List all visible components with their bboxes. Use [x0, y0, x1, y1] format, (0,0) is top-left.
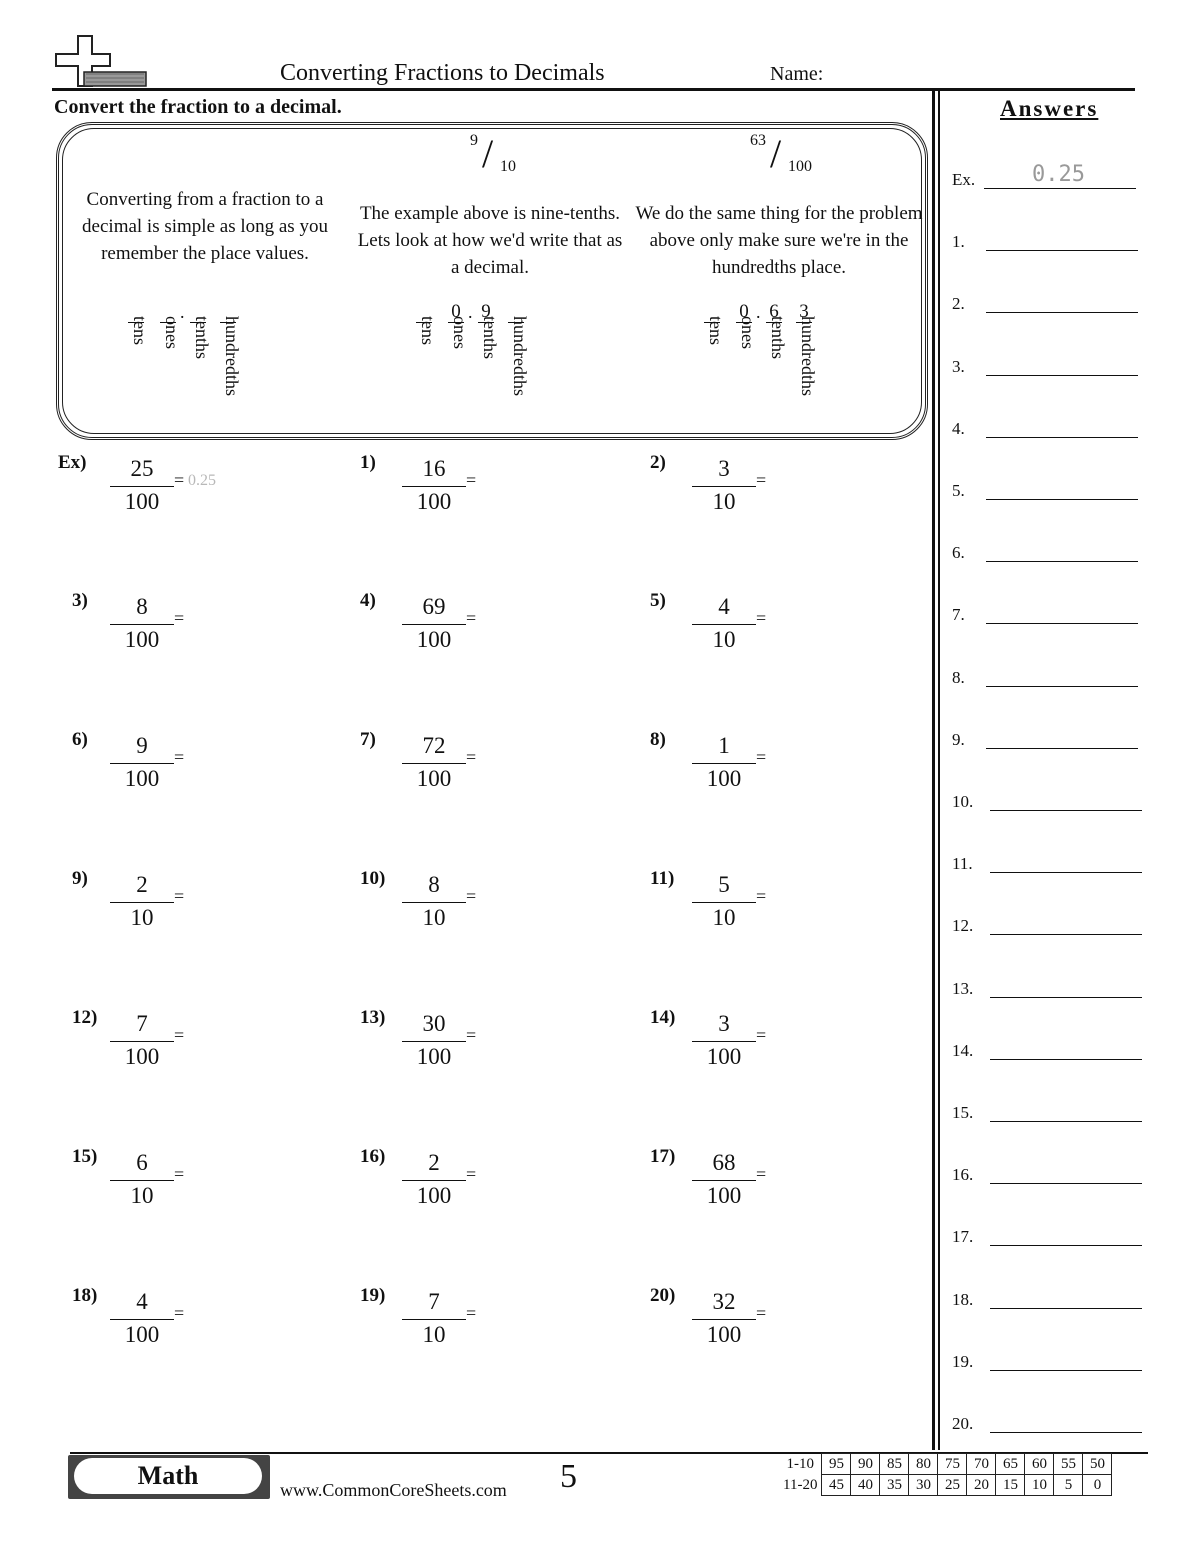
problem-item [360, 1285, 610, 1355]
score-cell: 20 [967, 1475, 996, 1496]
answer-row [952, 730, 1152, 760]
score-cell: 25 [938, 1475, 967, 1496]
problem-number: 13) [360, 1007, 386, 1028]
fraction-denominator: 100 [788, 158, 812, 175]
answer-blank[interactable] [990, 1183, 1142, 1184]
problem-item [58, 1146, 308, 1216]
answer-label: 16. [952, 1165, 974, 1184]
score-cell: 65 [996, 1454, 1025, 1475]
answer-blank[interactable] [990, 1245, 1142, 1246]
answer-row [952, 854, 1152, 884]
fraction-numerator: 8 [428, 872, 440, 897]
fraction-numerator: 30 [422, 1011, 446, 1036]
problem-item [650, 729, 900, 799]
problem-item [360, 590, 610, 660]
answer-blank[interactable] [990, 1121, 1142, 1122]
fraction [402, 592, 466, 655]
answer-label: 2. [952, 294, 965, 313]
score-cell: 80 [909, 1454, 938, 1475]
example-answer: 0.25 [188, 472, 216, 489]
fraction-numerator: 5 [718, 872, 730, 897]
example-text-2: The example above is nine-tenths. Lets look at how we'd write that as a decimal. [357, 203, 623, 278]
answer-label: 12. [952, 916, 974, 935]
equals-sign: = [756, 470, 767, 490]
score-cell: 35 [880, 1475, 909, 1496]
problem-item [58, 452, 308, 522]
score-cell: 60 [1025, 1454, 1054, 1475]
fraction-denominator: 100 [416, 489, 452, 514]
example-text-1: Converting from a fraction to a decimal is simple as long as you remember the place values. [82, 189, 328, 264]
answer-row [952, 357, 1152, 387]
problem-item [650, 590, 900, 660]
answer-blank[interactable] [986, 375, 1138, 376]
fraction [110, 592, 174, 655]
answer-row [952, 419, 1152, 449]
equals-sign: = [466, 470, 477, 490]
fraction-numerator: 68 [712, 1150, 736, 1175]
equals-sign: = [174, 1303, 185, 1323]
problem-number: 15) [72, 1146, 98, 1167]
place-value-chart-1 [128, 302, 268, 432]
answer-blank[interactable] [990, 810, 1142, 811]
equals-sign: = [174, 470, 185, 490]
fraction [692, 454, 756, 517]
answer-label: 18. [952, 1290, 974, 1309]
example-fraction-63-100 [750, 132, 820, 182]
fraction-denominator: 100 [124, 1044, 160, 1069]
fraction-denominator: 10 [130, 905, 154, 930]
problem-item [58, 729, 308, 799]
answer-blank[interactable] [986, 499, 1138, 500]
answer-blank[interactable] [990, 934, 1142, 935]
answer-row [952, 1165, 1152, 1195]
fraction-denominator: 10 [712, 627, 736, 652]
fraction-denominator: 10 [500, 158, 516, 175]
fraction-numerator: 2 [428, 1150, 440, 1175]
example-text-3: We do the same thing for the problem above only make sure we're in the hundredths place. [635, 203, 923, 278]
problem-item [650, 868, 900, 938]
fraction-denominator: 10 [712, 905, 736, 930]
answer-row [952, 1352, 1152, 1382]
fraction [692, 1009, 756, 1072]
answer-value: 0.25 [1032, 162, 1085, 187]
answer-blank[interactable] [986, 312, 1138, 313]
problem-item [650, 1285, 900, 1355]
problem-item [360, 868, 610, 938]
fraction [692, 592, 756, 655]
fraction-numerator: 3 [718, 1011, 730, 1036]
page-title: Converting Fractions to Decimals [280, 60, 605, 86]
fraction-denominator: 10 [422, 1322, 446, 1347]
answer-row [952, 916, 1152, 946]
equals-sign: = [756, 608, 767, 628]
answer-label: 11. [952, 854, 973, 873]
fraction-numerator: 2 [136, 872, 148, 897]
problem-number: 16) [360, 1146, 386, 1167]
answer-row [952, 792, 1152, 822]
answer-blank[interactable] [984, 188, 1136, 189]
answer-blank[interactable] [986, 686, 1138, 687]
score-range-label: 11-20 [783, 1476, 818, 1493]
equals-sign: = [466, 608, 477, 628]
fraction-numerator: 9 [470, 132, 478, 149]
equals-sign: = [756, 1303, 767, 1323]
problem-item [360, 1007, 610, 1077]
equals-sign: = [174, 747, 185, 767]
score-range-label: 1-10 [786, 1455, 814, 1472]
pv-label-hundredths: hundredths [222, 316, 242, 396]
answer-label: 8. [952, 668, 965, 687]
fraction-numerator: 72 [422, 733, 446, 758]
score-cell: 45 [822, 1475, 851, 1496]
answer-blank[interactable] [986, 748, 1138, 749]
fraction [692, 870, 756, 933]
fraction-denominator: 100 [706, 1183, 742, 1208]
problem-number: 12) [72, 1007, 98, 1028]
column-divider-inner [938, 90, 940, 1450]
pv-label-hundredths: hundredths [798, 316, 818, 396]
score-cell: 90 [851, 1454, 880, 1475]
fraction-numerator: 16 [422, 456, 446, 481]
problem-number: 4) [360, 590, 376, 611]
answer-blank[interactable] [990, 872, 1142, 873]
score-cell: 30 [909, 1475, 938, 1496]
answer-row [952, 232, 1152, 262]
score-cell: 15 [996, 1475, 1025, 1496]
pv-digit-tenths: 9 [478, 302, 494, 323]
fraction-denominator: 100 [124, 766, 160, 791]
problem-item [360, 452, 610, 522]
problem-number: 6) [72, 729, 88, 750]
answer-label: 7. [952, 605, 965, 624]
equals-sign: = [756, 747, 767, 767]
problem-number: 19) [360, 1285, 386, 1306]
problem-item [58, 590, 308, 660]
fraction-slash: / [482, 131, 494, 176]
decimal-point: . [180, 302, 185, 322]
problem-number: 17) [650, 1146, 676, 1167]
fraction [110, 870, 174, 933]
equals-sign: = [174, 608, 185, 628]
pv-label-tenths: tenths [192, 316, 212, 359]
answer-row [952, 294, 1152, 324]
fraction-denominator: 100 [416, 1183, 452, 1208]
equals-sign: = [174, 1164, 185, 1184]
fraction-numerator: 7 [136, 1011, 148, 1036]
fraction-slash: / [770, 131, 782, 176]
fraction [692, 731, 756, 794]
answer-blank[interactable] [990, 1059, 1142, 1060]
pv-label-tenths: tenths [480, 316, 500, 359]
fraction-numerator: 69 [422, 594, 446, 619]
subject-label: Math [74, 1458, 262, 1494]
fraction [110, 1148, 174, 1211]
problem-number: 10) [360, 868, 386, 889]
score-cell: 85 [880, 1454, 909, 1475]
answer-row [952, 1414, 1152, 1444]
fraction-denominator: 100 [416, 766, 452, 791]
equals-sign: = [466, 1025, 477, 1045]
answer-row [952, 543, 1152, 573]
answer-blank[interactable] [986, 250, 1138, 251]
fraction [110, 454, 174, 517]
problem-item [650, 1007, 900, 1077]
problem-item [360, 1146, 610, 1216]
equals-sign: = [466, 1303, 477, 1323]
fraction-numerator: 9 [136, 733, 148, 758]
fraction [692, 1148, 756, 1211]
problem-number: 8) [650, 729, 666, 750]
equals-sign: = [756, 886, 767, 906]
score-cell: 40 [851, 1475, 880, 1496]
pv-digit-ones: 0 [736, 302, 752, 323]
score-cell: 70 [967, 1454, 996, 1475]
equals-sign: = [466, 1164, 477, 1184]
fraction-denominator: 10 [712, 489, 736, 514]
column-divider [932, 90, 935, 1450]
pv-label-ones: ones [450, 316, 470, 349]
example-fraction-9-10 [470, 132, 530, 182]
answer-row [952, 1041, 1152, 1071]
instructions: Convert the fraction to a decimal. [54, 96, 342, 118]
pv-label-tens: tens [418, 316, 438, 345]
answer-row [952, 1290, 1152, 1320]
fraction-denominator: 100 [416, 1044, 452, 1069]
answer-row [952, 605, 1152, 635]
fraction [402, 1009, 466, 1072]
answer-label: 5. [952, 481, 965, 500]
answer-label: 15. [952, 1103, 974, 1122]
problem-number: 9) [72, 868, 88, 889]
fraction-denominator: 100 [706, 766, 742, 791]
fraction-denominator: 100 [416, 627, 452, 652]
answer-row [952, 481, 1152, 511]
place-value-chart-2 [416, 302, 556, 432]
fraction-numerator: 7 [428, 1289, 440, 1314]
problem-number: 1) [360, 452, 376, 473]
decimal-point: . [468, 302, 473, 322]
answer-row [952, 979, 1152, 1009]
score-cell: 95 [822, 1454, 851, 1475]
pv-label-ones: ones [738, 316, 758, 349]
score-cell: 5 [1054, 1475, 1083, 1496]
fraction-numerator: 32 [712, 1289, 736, 1314]
fraction [402, 870, 466, 933]
answer-blank[interactable] [986, 623, 1138, 624]
answer-label: Ex. [952, 170, 976, 189]
equals-sign: = [174, 1025, 185, 1045]
score-cell: 50 [1083, 1454, 1112, 1475]
answer-blank[interactable] [990, 997, 1142, 998]
problem-number: 3) [72, 590, 88, 611]
answer-label: 3. [952, 357, 965, 376]
problem-number: 20) [650, 1285, 676, 1306]
answer-blank[interactable] [990, 1308, 1142, 1309]
problem-number: Ex) [58, 452, 87, 473]
fraction [402, 1148, 466, 1211]
problem-item [360, 729, 610, 799]
subject-badge [68, 1455, 270, 1499]
answer-label: 10. [952, 792, 974, 811]
answer-label: 9. [952, 730, 965, 749]
score-row [780, 1454, 1112, 1475]
problem-number: 11) [650, 868, 675, 889]
answer-blank[interactable] [990, 1370, 1142, 1371]
answer-row [952, 1227, 1152, 1257]
fraction-numerator: 6 [136, 1150, 148, 1175]
equals-sign: = [466, 886, 477, 906]
fraction-denominator: 10 [130, 1183, 154, 1208]
name-label: Name: [770, 63, 824, 85]
fraction-denominator: 100 [124, 489, 160, 514]
score-cell: 10 [1025, 1475, 1054, 1496]
fraction [110, 1287, 174, 1350]
pv-label-tens: tens [130, 316, 150, 345]
fraction [402, 731, 466, 794]
answer-label: 1. [952, 232, 965, 251]
score-cell: 75 [938, 1454, 967, 1475]
problem-item [58, 868, 308, 938]
score-cell: 0 [1083, 1475, 1112, 1496]
fraction-numerator: 25 [130, 456, 154, 481]
equals-sign: = [756, 1164, 767, 1184]
equals-sign: = [756, 1025, 767, 1045]
problem-number: 18) [72, 1285, 98, 1306]
answers-title: Answers [1000, 96, 1099, 121]
footer-url[interactable]: www.CommonCoreSheets.com [280, 1480, 507, 1500]
problem-item [58, 1007, 308, 1077]
fraction-denominator: 100 [124, 1322, 160, 1347]
fraction-numerator: 8 [136, 594, 148, 619]
answer-label: 14. [952, 1041, 974, 1060]
place-value-chart-3 [704, 302, 844, 432]
fraction-numerator: 4 [718, 594, 730, 619]
fraction [402, 454, 466, 517]
answer-label: 20. [952, 1414, 974, 1433]
fraction-numerator: 4 [136, 1289, 148, 1314]
answer-row [952, 1103, 1152, 1133]
fraction [110, 1009, 174, 1072]
problem-item [650, 1146, 900, 1216]
pv-label-tenths: tenths [768, 316, 788, 359]
equals-sign: = [174, 886, 185, 906]
score-table [780, 1453, 1112, 1496]
answer-blank[interactable] [990, 1432, 1142, 1433]
answer-label: 4. [952, 419, 965, 438]
fraction [110, 731, 174, 794]
header-rule [52, 88, 1135, 91]
answer-row-example [952, 162, 1152, 200]
fraction-numerator: 1 [718, 733, 730, 758]
pv-digit-tenths: 6 [766, 302, 782, 323]
fraction-denominator: 10 [422, 905, 446, 930]
pv-digit-hundredths: 3 [796, 302, 812, 323]
answer-blank[interactable] [986, 561, 1138, 562]
answer-label: 13. [952, 979, 974, 998]
problem-number: 7) [360, 729, 376, 750]
answer-label: 17. [952, 1227, 974, 1246]
page-number: 5 [560, 1458, 577, 1495]
answer-label: 6. [952, 543, 965, 562]
pv-digit-ones: 0 [448, 302, 464, 323]
problem-number: 14) [650, 1007, 676, 1028]
fraction-denominator: 100 [124, 627, 160, 652]
problem-number: 2) [650, 452, 666, 473]
fraction-numerator: 3 [718, 456, 730, 481]
fraction [692, 1287, 756, 1350]
decimal-point: . [756, 302, 761, 322]
problem-number: 5) [650, 590, 666, 611]
equals-sign: = [466, 747, 477, 767]
plus-logo-icon [52, 34, 148, 90]
fraction-denominator: 100 [706, 1322, 742, 1347]
fraction-denominator: 100 [706, 1044, 742, 1069]
answer-blank[interactable] [986, 437, 1138, 438]
answer-row [952, 668, 1152, 698]
problem-item [650, 452, 900, 522]
pv-label-hundredths: hundredths [510, 316, 530, 396]
pv-label-ones: ones [162, 316, 182, 349]
fraction-numerator: 63 [750, 132, 766, 149]
score-row [780, 1475, 1112, 1496]
answer-label: 19. [952, 1352, 974, 1371]
pv-label-tens: tens [706, 316, 726, 345]
problem-item [58, 1285, 308, 1355]
score-cell: 55 [1054, 1454, 1083, 1475]
fraction [402, 1287, 466, 1350]
